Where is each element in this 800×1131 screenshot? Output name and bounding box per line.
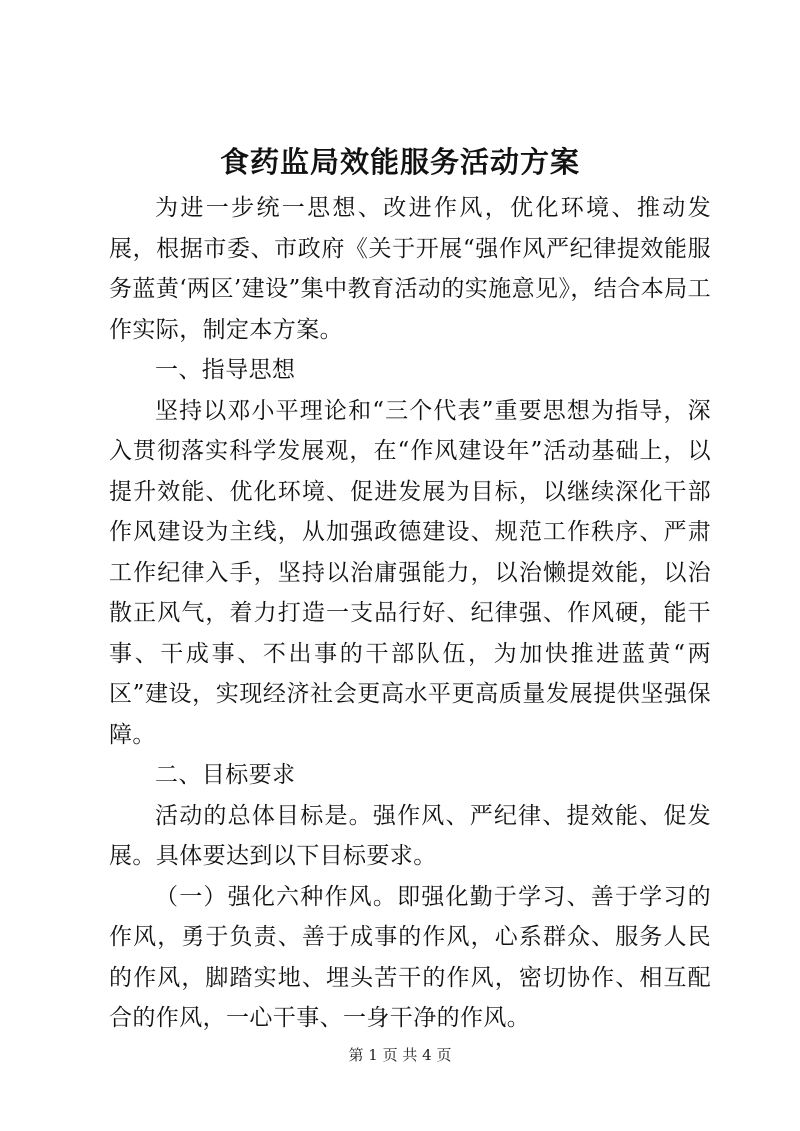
- document-body: [109, 188, 711, 1039]
- six-styles-paragraph: （一）强化六种作风。即强化勤于学习、善于学习的作风，勇于负责、善于成事的作风，心系群众、服务人民的作风，脚踏实地、埋头苦干的作风，密切协作、相互配合的作风，一心干事、一身干净的作风。: [109, 883, 711, 1031]
- section-heading-guiding-ideology: 一、指导思想: [155, 357, 296, 383]
- document-title: 食药监局效能服务活动方案: [219, 145, 580, 179]
- guiding-ideology-paragraph: 坚持以邓小平理论和“三个代表”重要思想为指导，深入贯彻落实科学发展观，在“作风建设年”活动基础上，以提升效能、优化环境、促进发展为目标，以继续深化干部作风建设为主线，从加强政德建设、规范工作秩序、严肃工作纪律入手，坚持以治庸强能力，以治懒提效能，以治散正风气，着力打造一支品行好、纪律强、作风硬，能干事、干成事、不出事的干部队伍，为加快推进蓝黄“两区”建设，实现经济社会更高水平更高质量发展提供坚强保障。: [109, 397, 711, 748]
- section-heading-goals: 二、目标要求: [155, 762, 296, 788]
- goals-paragraph: 活动的总体目标是。强作风、严纪律、提效能、促发展。具体要达到以下目标要求。: [109, 802, 711, 869]
- page-footer: 第 1 页 共 4 页: [348, 1046, 452, 1064]
- intro-paragraph: 为进一步统一思想、改进作风，优化环境、推动发展，根据市委、市政府《关于开展“强作风严纪律提效能服务蓝黄‘两区’建设”集中教育活动的实施意见》，结合本局工作实际，制定本方案。: [109, 195, 711, 343]
